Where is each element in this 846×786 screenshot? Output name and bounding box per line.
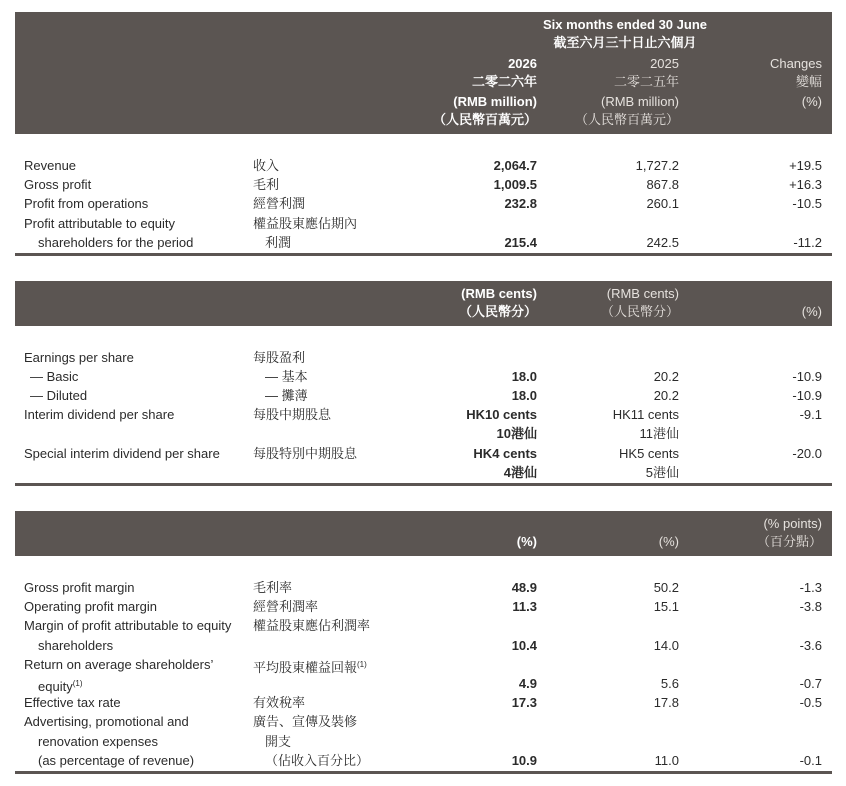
table-row (0, 214, 846, 233)
value-2026: 18.0 (511, 369, 537, 384)
value-2026: HK4 cents (473, 446, 537, 461)
row-label-zh: 權益股東應佔期內 (253, 216, 358, 231)
row-label-zh: 有效稅率 (253, 695, 306, 710)
row-label-en: Advertising, promotional and (24, 714, 189, 729)
row-label-zh: （佔收入百分比） (265, 753, 370, 768)
unit-2025: (%) (658, 534, 679, 549)
row-label-zh: 經營利潤率 (253, 599, 319, 614)
value-2026: 18.0 (511, 388, 537, 403)
table-row (0, 597, 846, 616)
value-2026: 4.9 (518, 676, 537, 691)
row-label-en: — Basic (30, 369, 79, 384)
value-change: -0.1 (799, 753, 822, 768)
unit-2025-zh: （人民幣百萬元） (574, 112, 679, 127)
table-row (0, 732, 846, 751)
value-2025: 260.1 (646, 196, 679, 211)
unit-2026-en: (RMB million) (453, 94, 537, 109)
value-2025: 242.5 (646, 235, 679, 250)
changes-zh: （百分點） (756, 534, 822, 549)
value-2026: 48.9 (511, 580, 537, 595)
table2-bottom-rule (15, 483, 832, 486)
value-2026: 10.4 (511, 638, 537, 653)
table-row (0, 424, 846, 443)
value-2025: 20.2 (653, 388, 679, 403)
table-row (0, 463, 846, 482)
unit-2026: (%) (516, 534, 537, 549)
table-row (0, 348, 846, 367)
year-2026: 2026 (508, 56, 537, 71)
table-row (0, 156, 846, 175)
row-label-en: Gross profit margin (24, 580, 135, 595)
table-row (0, 712, 846, 731)
table-row (0, 616, 846, 635)
row-label-en: Profit from operations (24, 196, 149, 211)
table-row (0, 693, 846, 712)
unit-2025-en: (RMB cents) (606, 286, 679, 301)
table-row (0, 175, 846, 194)
row-label-en: Revenue (24, 158, 77, 173)
year-2026-zh: 二零二六年 (471, 74, 537, 89)
changes-unit: (%) (801, 94, 822, 109)
row-label-zh: 開支 (265, 734, 292, 749)
value-2026: 11.3 (512, 599, 537, 614)
value-change: -1.3 (799, 580, 822, 595)
value-change: -0.7 (799, 676, 822, 691)
value-change: +16.3 (789, 177, 822, 192)
row-label-en-text: equity (38, 679, 73, 694)
value-2026: 1,009.5 (493, 177, 537, 192)
table-row (0, 405, 846, 424)
row-label-en: Margin of profit attributable to equity (24, 618, 232, 633)
value-2025: 1,727.2 (635, 158, 679, 173)
row-label-zh: 權益股東應佔利潤率 (253, 618, 371, 633)
value-2025: HK11 cents (612, 407, 679, 422)
value-2025: 20.2 (653, 369, 679, 384)
footnote-marker: (1) (357, 660, 367, 669)
value-change: -3.8 (799, 599, 822, 614)
row-label-zh-text: 平均股東權益回報 (253, 660, 358, 675)
table1-header (15, 12, 832, 134)
unit-2025-zh: （人民幣分） (600, 304, 679, 319)
value-2025: 5.6 (660, 676, 679, 691)
table-row (0, 674, 846, 693)
row-label-en: Interim dividend per share (24, 407, 175, 422)
row-label-zh: 毛利率 (253, 580, 293, 595)
row-label-en: Profit attributable to equity (24, 216, 176, 231)
changes-en: (% points) (763, 516, 822, 531)
row-label-zh: 每股中期股息 (253, 407, 332, 422)
table3-header (15, 511, 832, 556)
unit-2026-zh: （人民幣分） (458, 304, 537, 319)
row-label-en: shareholders for the period (38, 235, 194, 250)
value-change: +19.5 (789, 158, 822, 173)
value-2025: 11.0 (654, 753, 679, 768)
value-2025: 17.8 (653, 695, 679, 710)
year-2025: 2025 (650, 56, 679, 71)
changes-zh: 變幅 (795, 74, 822, 89)
table3-bottom-rule (15, 771, 832, 774)
value-2025-zh: 11港仙 (639, 426, 679, 441)
value-2025: 14.0 (653, 638, 679, 653)
row-label-zh: 廣告、宣傳及裝修 (253, 714, 358, 729)
table-row (0, 578, 846, 597)
value-2025: 50.2 (653, 580, 679, 595)
value-2025: 867.8 (646, 177, 679, 192)
value-2026: 232.8 (504, 196, 537, 211)
row-label-en: Gross profit (24, 177, 92, 192)
value-change: -0.5 (799, 695, 822, 710)
value-change: -3.6 (799, 638, 822, 653)
table-row (0, 194, 846, 213)
unit-2026-en: (RMB cents) (461, 286, 537, 301)
table-row (0, 444, 846, 463)
value-2025: 15.1 (653, 599, 679, 614)
period-zh: 截至六月三十日止六個月 (553, 35, 697, 50)
row-label-zh: — 攤薄 (265, 388, 308, 403)
table2-header (15, 281, 832, 326)
row-label-en: Effective tax rate (24, 695, 121, 710)
row-label-zh: 每股特別中期股息 (253, 446, 358, 461)
value-change: -10.5 (792, 196, 822, 211)
period-en: Six months ended 30 June (543, 17, 707, 32)
value-2026: HK10 cents (466, 407, 537, 422)
value-change: -9.1 (799, 407, 822, 422)
row-label-zh: 毛利 (253, 177, 280, 192)
table1-bottom-rule (15, 253, 832, 256)
row-label-zh: 利潤 (265, 235, 292, 250)
table-row (0, 636, 846, 655)
value-change: -10.9 (792, 388, 822, 403)
changes-unit: (%) (801, 304, 822, 319)
row-label-en: shareholders (38, 638, 114, 653)
value-change: -11.2 (793, 235, 822, 250)
footnote-marker: (1) (72, 679, 83, 688)
value-2025: HK5 cents (619, 446, 679, 461)
row-label-zh: 收入 (253, 158, 280, 173)
row-label-zh: — 基本 (265, 369, 308, 384)
row-label-en: Operating profit margin (24, 599, 157, 614)
table-row (0, 751, 846, 770)
table-row (0, 233, 846, 252)
value-change: -20.0 (792, 446, 822, 461)
row-label-zh: 每股盈利 (253, 350, 306, 365)
unit-2026-zh: （人民幣百萬元） (432, 112, 537, 127)
value-change: -10.9 (792, 369, 822, 384)
row-label-en: Earnings per share (24, 350, 134, 365)
row-label-en: renovation expenses (38, 734, 158, 749)
row-label-en: Special interim dividend per share (24, 446, 220, 461)
value-2026: 2,064.7 (493, 158, 537, 173)
value-2026: 215.4 (504, 235, 537, 250)
row-label-zh: 經營利潤 (253, 196, 306, 211)
row-label-en: (as percentage of revenue) (38, 753, 195, 768)
table-row (0, 655, 846, 674)
value-2026-zh: 10港仙 (496, 426, 537, 441)
year-2025-zh: 二零二五年 (613, 74, 679, 89)
row-label-en: — Diluted (30, 388, 88, 403)
value-2026-zh: 4港仙 (503, 465, 537, 480)
value-2026: 10.9 (511, 753, 537, 768)
value-2025-zh: 5港仙 (645, 465, 679, 480)
table-row (0, 367, 846, 386)
unit-2025-en: (RMB million) (601, 94, 679, 109)
value-2026: 17.3 (511, 695, 537, 710)
row-label-en: Return on average shareholders’ (24, 657, 214, 672)
changes-en: Changes (769, 56, 822, 71)
table-row (0, 386, 846, 405)
